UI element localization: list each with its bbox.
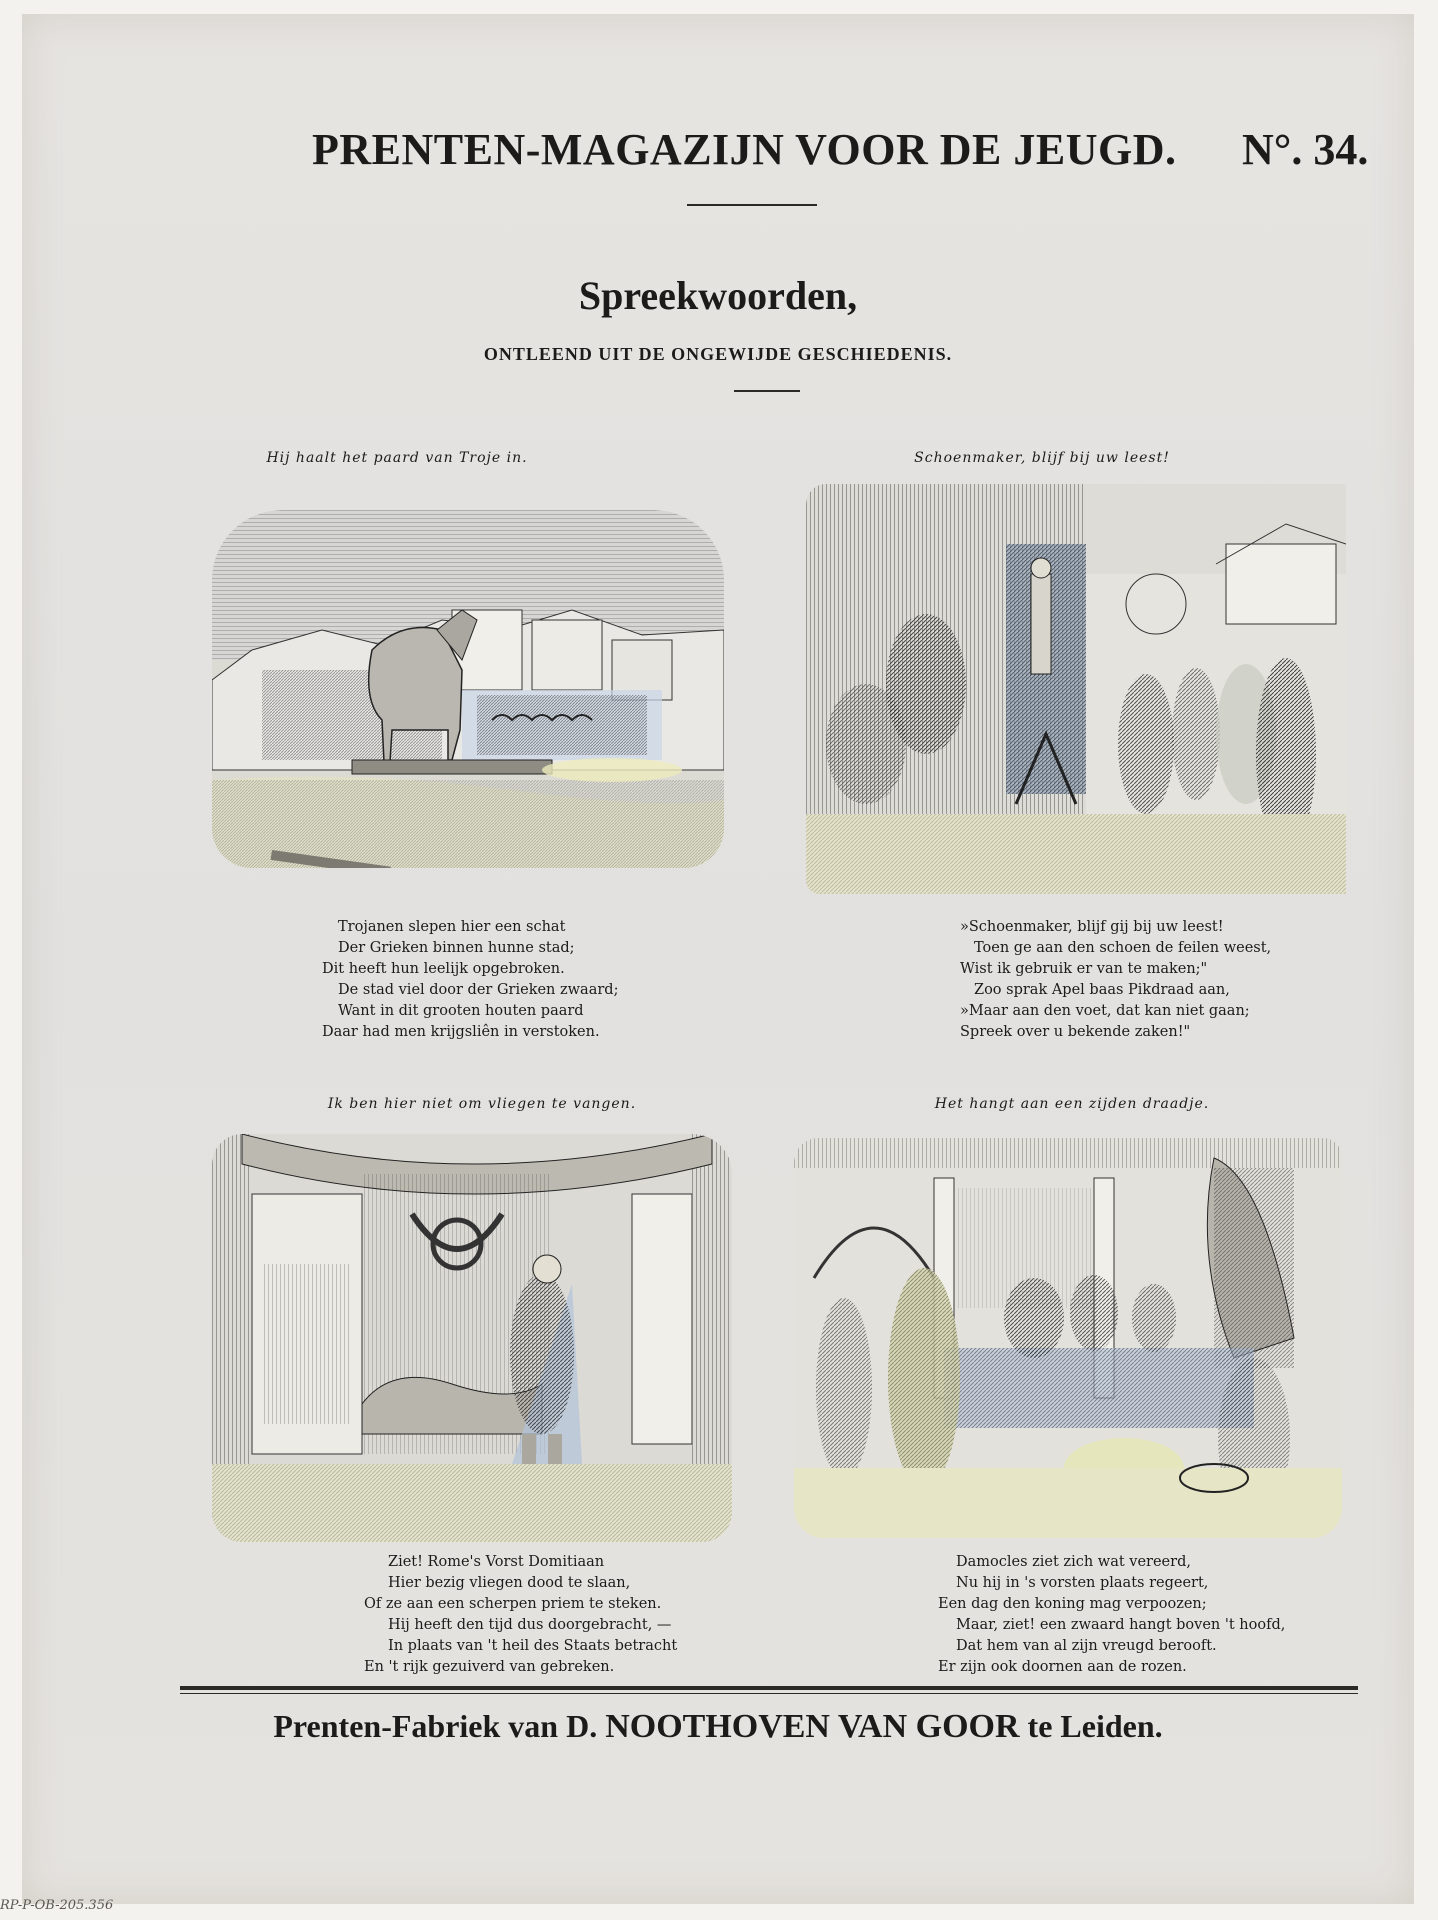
subtitle-divider	[734, 390, 800, 392]
print-verse-trojan	[322, 917, 618, 1043]
title-divider	[687, 204, 817, 206]
publisher-suffix: te Leiden.	[1027, 1708, 1163, 1744]
verse-line: Spreek over u bekende zaken!"	[960, 1024, 1191, 1040]
header	[22, 114, 1414, 184]
print-caption-damocles: Het hangt aan een zijden draadje.	[934, 1096, 1210, 1112]
trojan-horse-illustration	[212, 510, 724, 868]
print-caption-apelles: Schoenmaker, blijf bij uw leest!	[914, 450, 1170, 466]
print-verse-damocles	[938, 1552, 1285, 1678]
inventory-number: RP-P-OB-205.356	[0, 1898, 114, 1913]
verse-line: Of ze aan een scherpen priem te steken.	[364, 1596, 662, 1612]
damocles-illustration	[794, 1138, 1342, 1538]
print-caption-trojan: Hij haalt het paard van Troje in.	[266, 450, 528, 466]
verse-line: »Maar aan den voet, dat kan niet gaan;	[960, 1003, 1250, 1019]
verse-line: Trojanen slepen hier een schat	[338, 919, 566, 935]
verse-line: Hier bezig vliegen dood te slaan,	[388, 1575, 631, 1591]
verse-line: En 't rijk gezuiverd van gebreken.	[364, 1659, 615, 1675]
footer-rule-thin	[180, 1693, 1358, 1694]
print-verse-apelles	[960, 917, 1271, 1043]
apelles-illustration	[806, 484, 1346, 894]
verse-line: Nu hij in 's vorsten plaats regeert,	[956, 1575, 1209, 1591]
verse-line: Zoo sprak Apel baas Pikdraad aan,	[974, 982, 1230, 998]
verse-line: »Schoenmaker, blijf gij bij uw leest!	[960, 919, 1224, 935]
verse-line: Want in dit grooten houten paard	[338, 1003, 584, 1019]
verse-line: Dat hem van al zijn vreugd berooft.	[956, 1638, 1217, 1654]
magazine-title: PRENTEN-MAGAZIJN VOOR DE JEUGD.	[312, 125, 1177, 174]
verse-line: Een dag den koning mag verpoozen;	[938, 1596, 1207, 1612]
print-sheet	[22, 14, 1414, 1904]
verse-line: Wist ik gebruik er van te maken;"	[960, 961, 1208, 977]
verse-line: Ziet! Rome's Vorst Domitiaan	[388, 1554, 605, 1570]
verse-line: De stad viel door der Grieken zwaard;	[338, 982, 619, 998]
verse-line: Er zijn ook doornen aan de rozen.	[938, 1659, 1187, 1675]
verse-line: In plaats van 't heil des Staats betracht	[388, 1638, 678, 1654]
print-verse-domitian	[364, 1552, 677, 1678]
verse-line: Daar had men krijgsliên in verstoken.	[322, 1024, 600, 1040]
verse-line: Damocles ziet zich wat vereerd,	[956, 1554, 1191, 1570]
issue-number: N°. 34.	[1242, 125, 1369, 174]
publisher-name: NOOTHOVEN VAN GOOR	[605, 1708, 1020, 1745]
subsubtitle: ONTLEEND UIT DE ONGEWIJDE GESCHIEDENIS.	[483, 344, 953, 364]
publisher-line	[22, 1708, 1414, 1746]
publisher-prefix: Prenten-Fabriek van D.	[273, 1708, 598, 1744]
print-caption-domitian: Ik ben hier niet om vliegen te vangen.	[327, 1096, 637, 1112]
domitian-illustration	[212, 1134, 732, 1542]
verse-line: Der Grieken binnen hunne stad;	[338, 940, 575, 956]
verse-line: Hij heeft den tijd dus doorgebracht, —	[388, 1617, 672, 1633]
subtitle: Spreekwoorden,	[578, 273, 858, 318]
verse-line: Maar, ziet! een zwaard hangt boven 't hoofd,	[956, 1617, 1286, 1633]
verse-line: Toen ge aan den schoen de feilen weest,	[974, 940, 1272, 956]
footer-rule-thick	[180, 1686, 1358, 1690]
verse-line: Dit heeft hun leelijk opgebroken.	[322, 961, 565, 977]
